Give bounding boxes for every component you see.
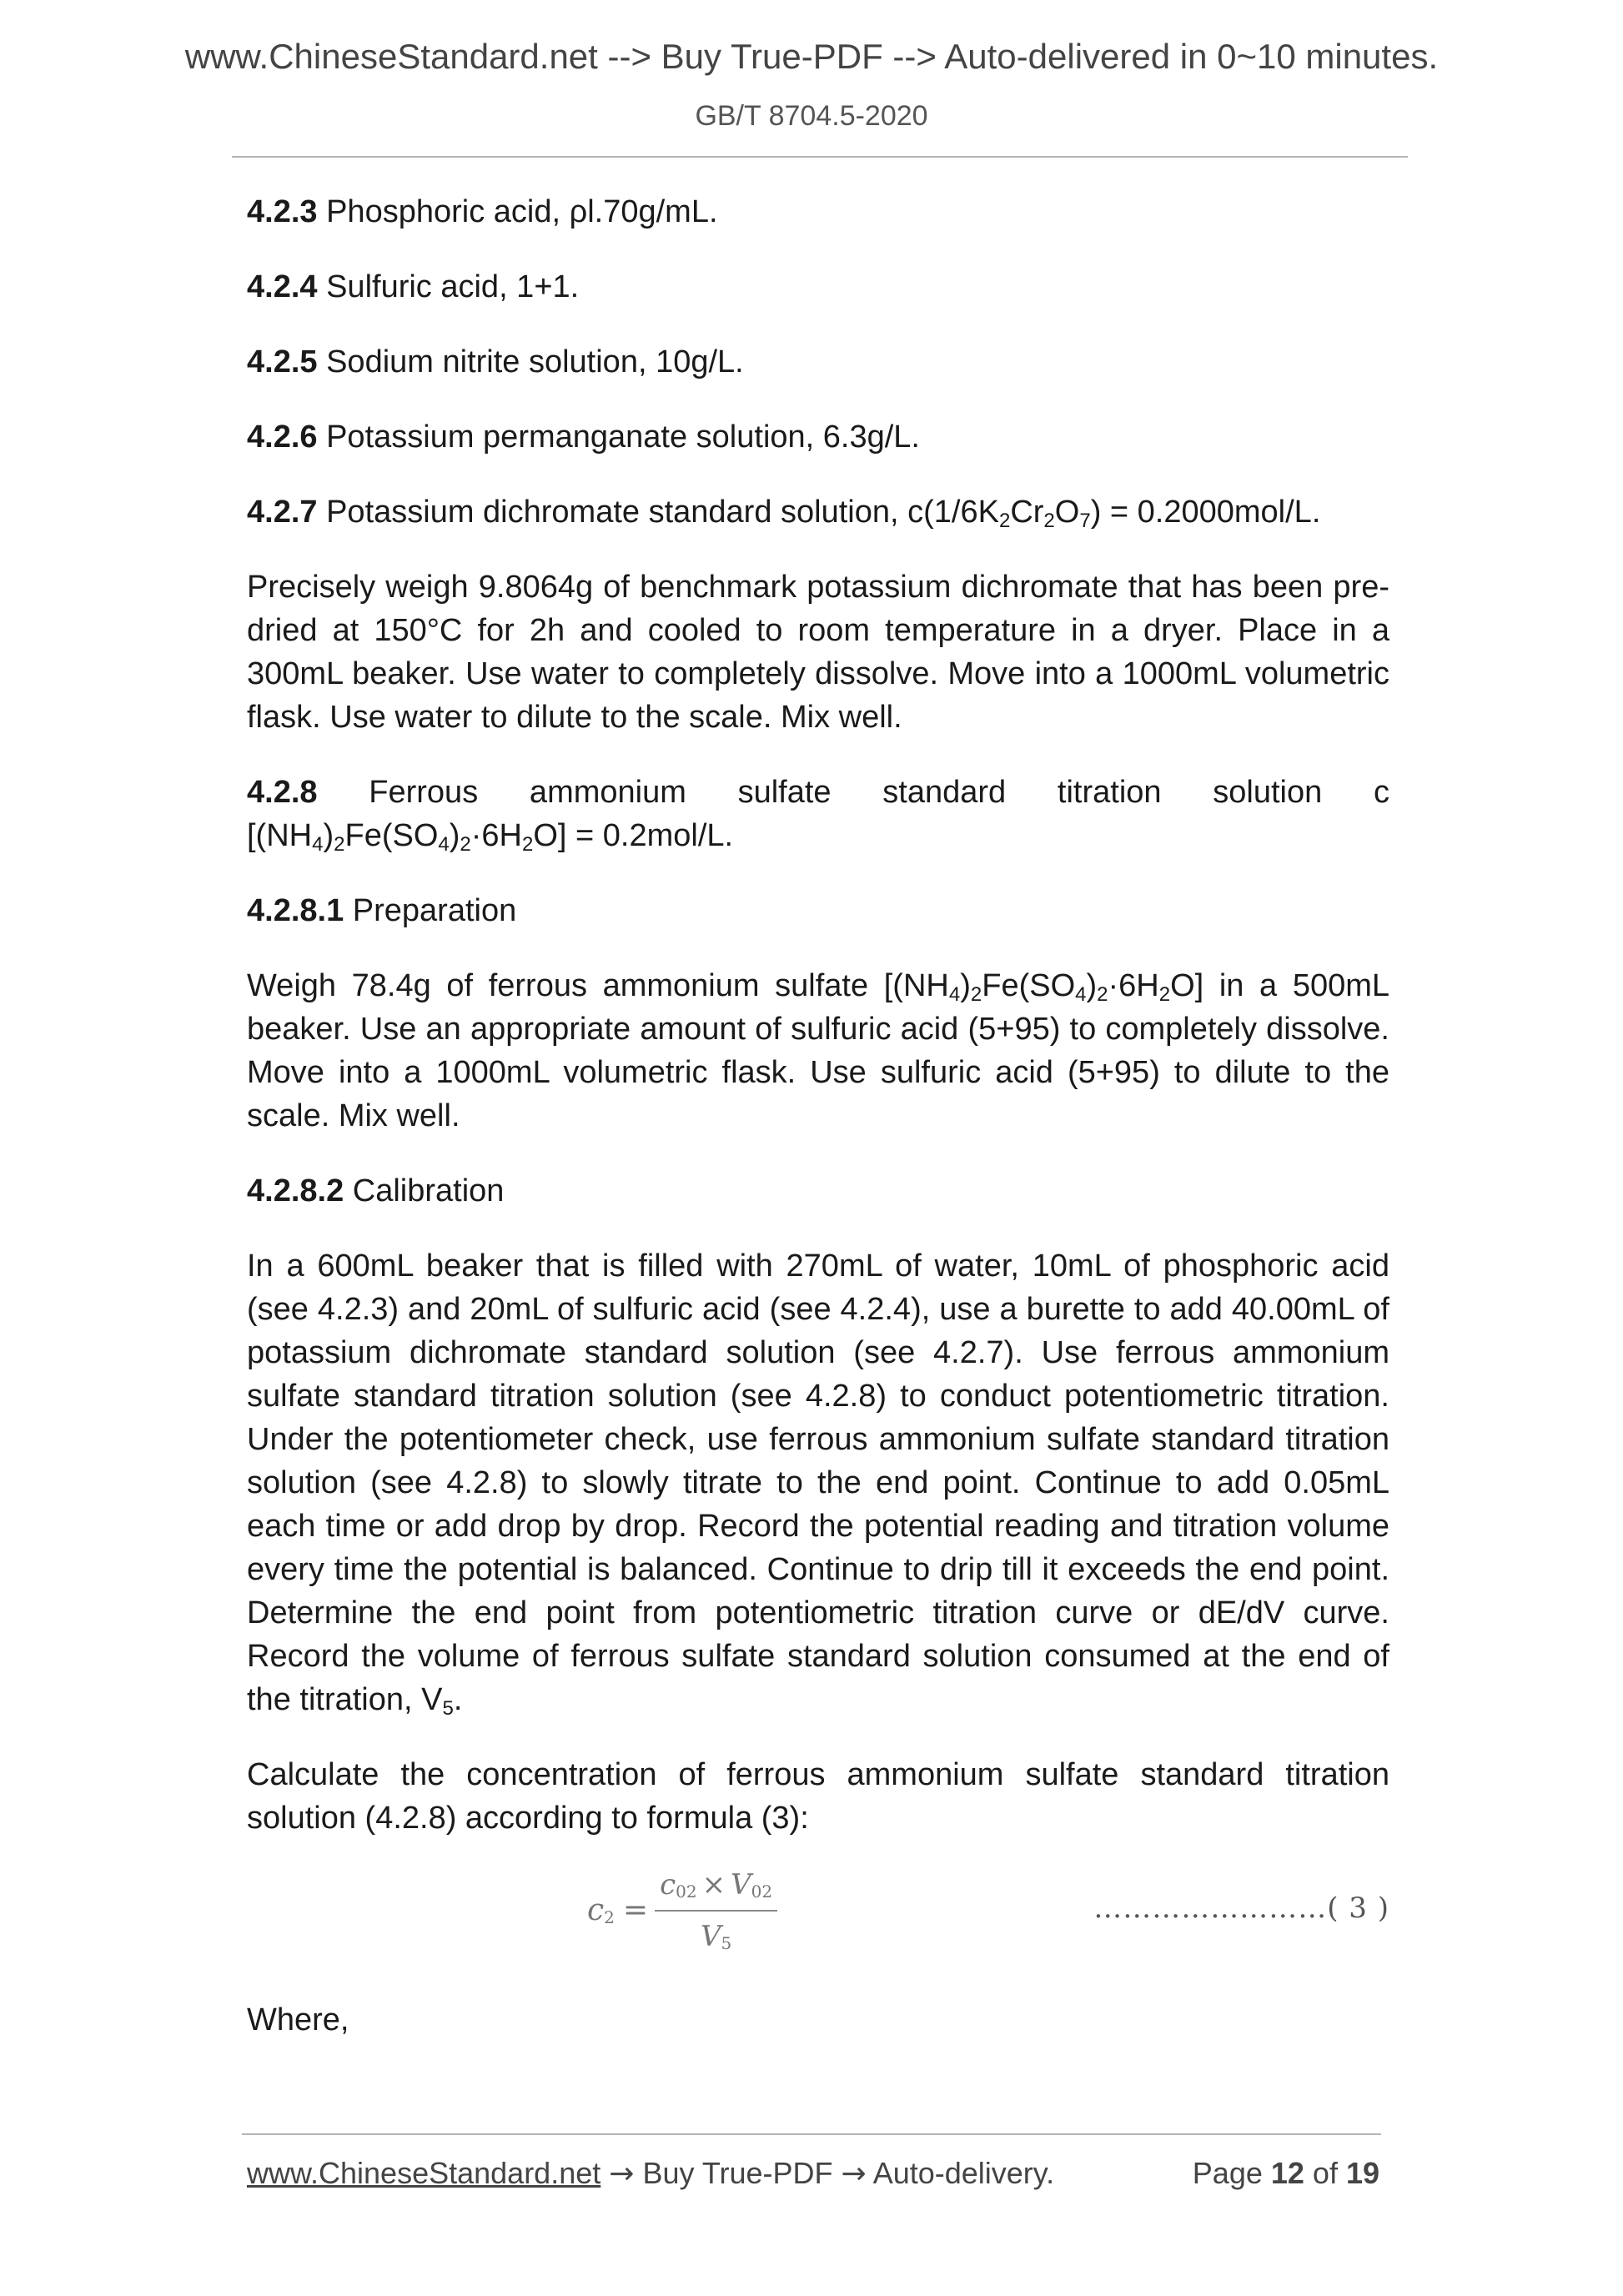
paragraph-preparation — [247, 964, 1389, 1138]
symbol: c — [587, 1893, 605, 1927]
clause-4-2-7 — [247, 490, 1389, 534]
formula-expression — [587, 1865, 777, 1957]
subscript: 5 — [721, 1933, 732, 1953]
clause-text: Sodium nitrite solution, 10g/L. — [317, 344, 744, 379]
fraction — [655, 1863, 777, 1958]
footer-auto-text: Auto-delivery. — [866, 2156, 1055, 2190]
clause-text: ) = 0.2000mol/L. — [1090, 495, 1321, 530]
clause-number: 4.2.7 — [247, 495, 318, 530]
footer-site-link[interactable]: www.ChineseStandard.net — [247, 2156, 601, 2190]
subscript: 02 — [676, 1882, 697, 1902]
clause-number: 4.2.5 — [247, 344, 318, 379]
clause-text: ) — [449, 818, 460, 853]
clause-4-2-4 — [247, 265, 1389, 309]
clause-text: Potassium permanganate solution, 6.3g/L. — [317, 420, 920, 455]
page-total: 19 — [1345, 2156, 1379, 2190]
clause-4-2-8-1 — [247, 889, 1389, 932]
subscript: 2 — [1097, 983, 1108, 1006]
subscript: 02 — [751, 1882, 773, 1902]
footer-buy-text: Buy True-PDF — [634, 2156, 842, 2190]
site-banner: www.ChineseStandard.net --> Buy True-PDF --> Auto-delivered in 0~10 minutes. — [184, 37, 1439, 76]
standard-code: GB/T 8704.5-2020 — [695, 100, 928, 132]
clause-text: Potassium dichromate standard solution, c(1/6K — [317, 495, 999, 530]
formula-number: ……………………( 3 ) — [1093, 1892, 1389, 1925]
clause-number: 4.2.6 — [247, 420, 318, 455]
subscript: 4 — [312, 833, 324, 856]
subscript: 2 — [1043, 510, 1055, 532]
paragraph-calibration — [247, 1244, 1389, 1721]
clause-text: ·6H — [470, 818, 522, 853]
subscript: 2 — [970, 983, 982, 1006]
subscript: 2 — [334, 833, 345, 856]
symbol: V — [731, 1868, 751, 1902]
paragraph-text: ) — [960, 968, 971, 1003]
clause-text: ) — [323, 818, 334, 853]
page-indicator — [1193, 2156, 1379, 2191]
clause-number: 4.2.8.2 — [247, 1173, 344, 1208]
subscript: 2 — [522, 833, 534, 856]
clause-4-2-6 — [247, 415, 1389, 459]
clause-number: 4.2.8 — [247, 775, 318, 810]
clause-number: 4.2.8.1 — [247, 893, 344, 928]
clause-text: Phosphoric acid, ρl.70g/mL. — [317, 194, 718, 229]
fraction-denominator — [701, 1912, 731, 1958]
footer-left — [247, 2156, 1054, 2191]
subscript: 7 — [1079, 510, 1091, 532]
clause-text: Calibration — [344, 1173, 505, 1208]
paragraph-text: . — [453, 1682, 463, 1717]
paragraph-text: Weigh 78.4g of ferrous ammonium sulfate [(NH — [247, 968, 949, 1003]
clause-number: 4.2.3 — [247, 194, 318, 229]
formula-3 — [247, 1865, 1389, 1957]
page-footer — [247, 2156, 1379, 2191]
footer-divider — [242, 2133, 1381, 2135]
clause-text: Preparation — [344, 893, 517, 928]
clause-text: Fe(SO — [344, 818, 439, 853]
subscript: 4 — [948, 983, 961, 1006]
clause-4-2-8-2 — [247, 1169, 1389, 1213]
subscript: 4 — [1075, 983, 1087, 1006]
clause-text: Cr — [1010, 495, 1044, 530]
clause-text: Ferrous ammonium sulfate standard titration solution c [(NH — [247, 775, 1389, 853]
fraction-numerator — [655, 1863, 777, 1912]
clause-number: 4.2.4 — [247, 269, 318, 304]
clause-4-2-8 — [247, 771, 1389, 857]
clause-4-2-3 — [247, 190, 1389, 234]
paragraph-text: ) — [1086, 968, 1098, 1003]
subscript: 2 — [604, 1907, 615, 1927]
document-body — [247, 190, 1389, 2073]
paragraph-dichromate-prep: Precisely weigh 9.8064g of benchmark potassium dichromate that has been pre-dried at 150°C for 2h and cooled to room temperature in a dryer. Place in a 300mL beaker. Use water to completely dissolve. Move into a 1000mL volumetric flask. Use water to dilute to the scale. Mix well. — [247, 570, 1389, 735]
paragraph-text: O] in a 500mL beaker. Use an appropriate amount of sulfuric acid (5+95) to completely dissolve. Move into a 1000mL volumetric flask. Use sulfuric acid (5+95) to dilute to the scale. Mix well. — [247, 968, 1390, 1133]
arrow-right-icon: → — [609, 2157, 635, 2191]
subscript: 2 — [460, 833, 471, 856]
page-label: Page — [1192, 2156, 1271, 2190]
subscript: 5 — [442, 1697, 454, 1720]
formula-lhs — [587, 1889, 615, 1932]
clause-text: Sulfuric acid, 1+1. — [317, 269, 580, 304]
page-number: 12 — [1270, 2156, 1304, 2190]
subscript: 4 — [438, 833, 450, 856]
subscript: 2 — [998, 510, 1011, 532]
of-label: of — [1304, 2156, 1346, 2190]
header-divider — [232, 156, 1408, 158]
clause-text: O — [1054, 495, 1080, 530]
subscript: 2 — [1158, 983, 1171, 1006]
clause-4-2-5 — [247, 340, 1389, 384]
equals-sign: = — [622, 1893, 649, 1927]
times-sign: × — [701, 1868, 726, 1902]
arrow-right-icon: → — [841, 2157, 867, 2191]
clause-text: O] = 0.2mol/L. — [533, 818, 734, 853]
symbol: c — [660, 1868, 676, 1902]
paragraph-calculate: Calculate the concentration of ferrous ammonium sulfate standard titration solution (4.2.8) according to formula (3): — [247, 1757, 1389, 1836]
paragraph-text: ·6H — [1108, 968, 1159, 1003]
symbol: V — [700, 1920, 721, 1953]
paragraph-text: In a 600mL beaker that is filled with 270mL of water, 10mL of phosphoric acid (see 4.2.3) and 20mL of sulfuric acid (see 4.2.4), use a burette to add 40.00mL of potassium dichromate standard solution (see 4.2.7). Use ferrous ammonium sulfate standard titration solution (see 4.2.8) to conduct potentiometric titration. Under the potentiometer check, use ferrous ammonium sulfate standard titration solution (see 4.2.8) to slowly titrate to the end point. Continue to add 0.05mL each time or add drop by drop. Record the potential reading and titration volume every time the potential is balanced. Continue to drip till it exceeds the end point. Determine the end point from potentiometric titration curve or dE/dV curve. Record the volume of ferrous sulfate standard solution consumed at the end of the titration, V — [247, 1248, 1389, 1717]
paragraph-text: Fe(SO — [982, 968, 1076, 1003]
paragraph-where: Where, — [247, 2002, 349, 2037]
